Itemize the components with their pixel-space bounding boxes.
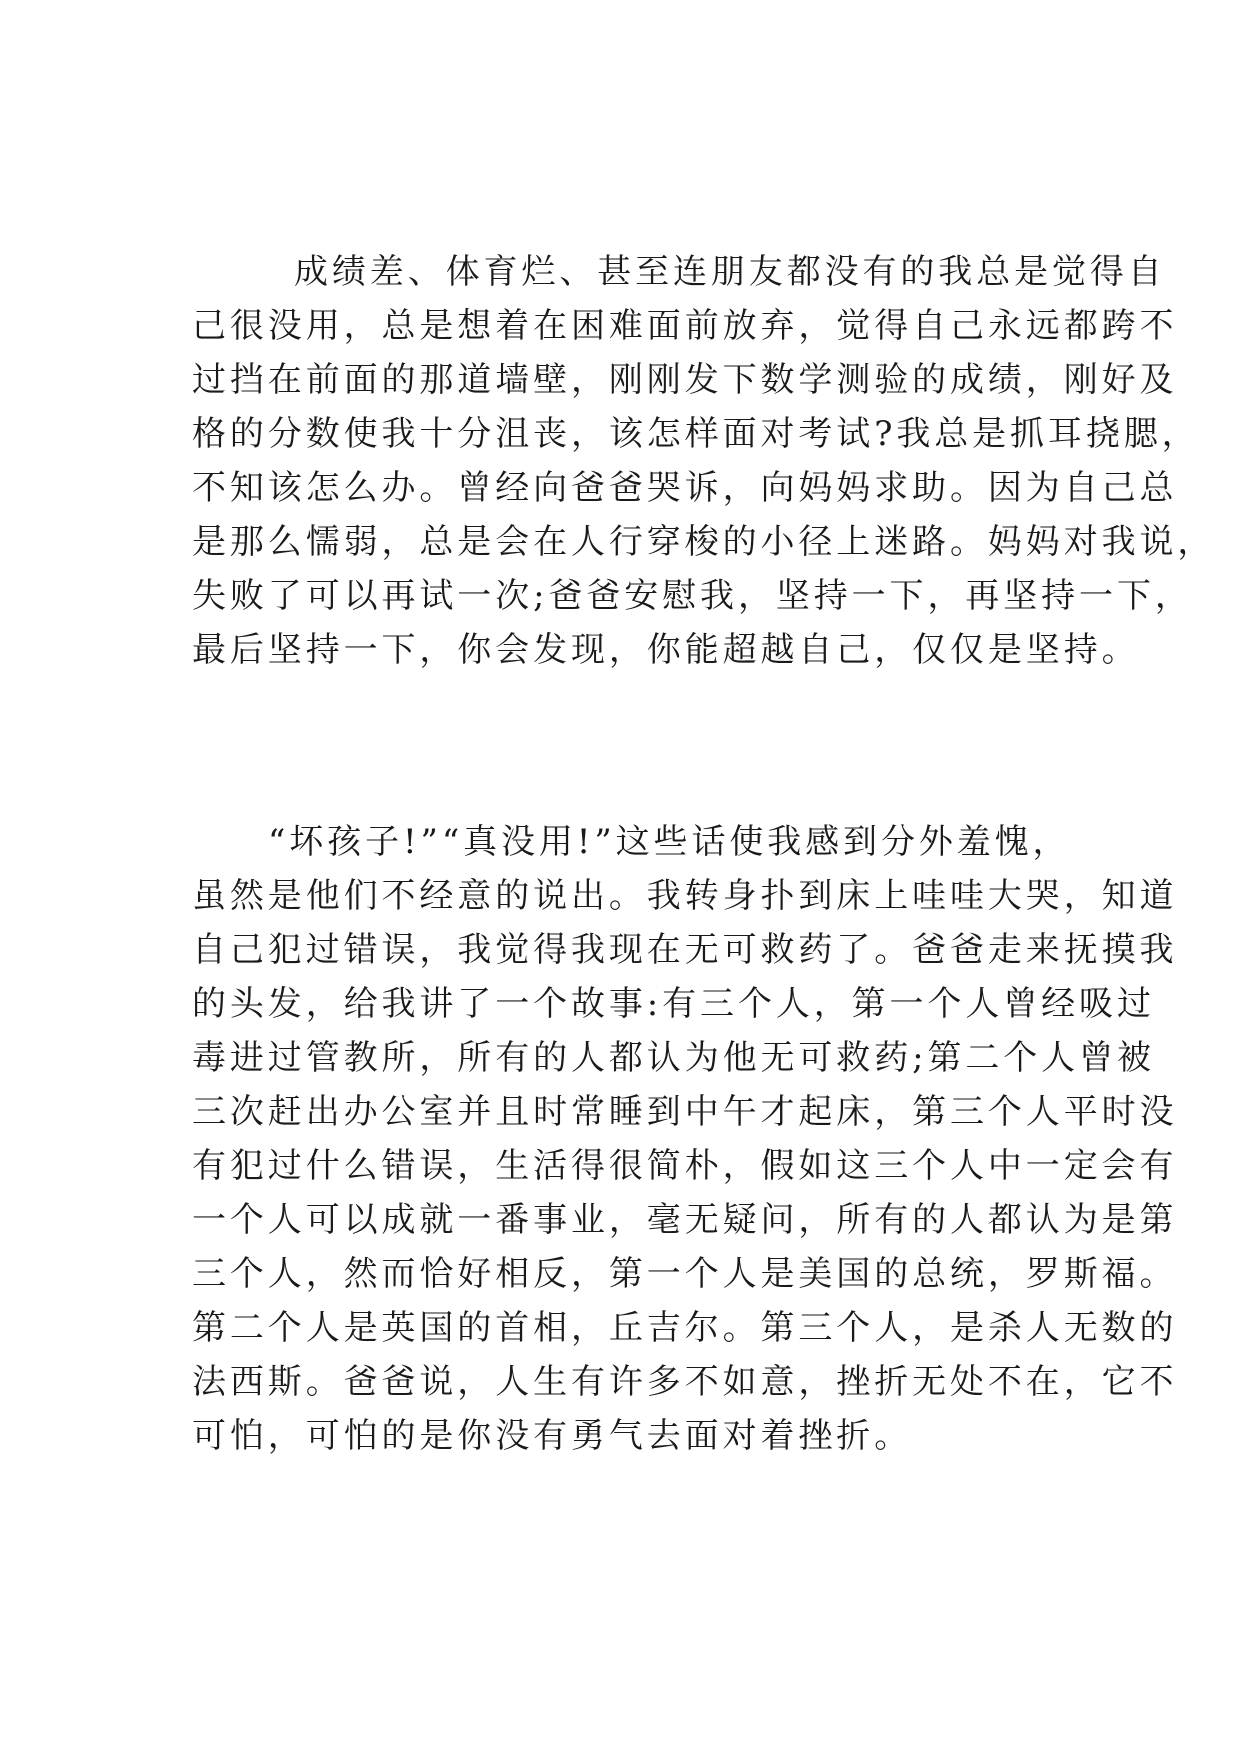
- text-line: 己很没用，总是想着在困难面前放弃，觉得自己永远都跨不: [192, 306, 1178, 346]
- text-line: 一个人可以成就一番事业，毫无疑问，所有的人都认为是第: [192, 1200, 1178, 1240]
- text-line: 的头发，给我讲了一个故事:有三个人，第一个人曾经吸过: [192, 984, 1155, 1024]
- text-line: 过挡在前面的那道墙壁，刚刚发下数学测验的成绩，刚好及: [192, 360, 1178, 400]
- text-line: 虽然是他们不经意的说出。我转身扑到床上哇哇大哭，知道: [192, 876, 1178, 916]
- text-line: 自己犯过错误，我觉得我现在无可救药了。爸爸走来抚摸我: [192, 930, 1178, 970]
- text-line: 三次赶出办公室并且时常睡到中午才起床，第三个人平时没: [192, 1092, 1178, 1132]
- text-line: 三个人，然而恰好相反，第一个人是美国的总统，罗斯福。: [192, 1254, 1178, 1294]
- text-line: 不知该怎么办。曾经向爸爸哭诉，向妈妈求助。因为自己总: [192, 468, 1178, 508]
- text-line: 成绩差、体育烂、甚至连朋友都没有的我总是觉得自: [294, 252, 1166, 292]
- text-line: 有犯过什么错误，生活得很简朴，假如这三个人中一定会有: [192, 1146, 1178, 1186]
- text-line: 格的分数使我十分沮丧，该怎样面对考试?我总是抓耳挠腮，: [192, 414, 1200, 454]
- text-line: “坏孩子!”“真没用!”这些话使我感到分外羞愧，: [268, 822, 1071, 862]
- text-line: 可怕，可怕的是你没有勇气去面对着挫折。: [192, 1416, 913, 1456]
- text-line: 最后坚持一下，你会发现，你能超越自己，仅仅是坚持。: [192, 630, 1140, 670]
- text-line: 毒进过管教所，所有的人都认为他无可救药;第二个人曾被: [192, 1038, 1155, 1078]
- text-line: 法西斯。爸爸说，人生有许多不如意，挫折无处不在，它不: [192, 1362, 1178, 1402]
- text-line: 第二个人是英国的首相，丘吉尔。第三个人，是杀人无数的: [192, 1308, 1178, 1348]
- text-line: 是那么懦弱，总是会在人行穿梭的小径上迷路。妈妈对我说，: [192, 522, 1216, 562]
- text-line: 失败了可以再试一次;爸爸安慰我，坚持一下，再坚持一下，: [192, 576, 1193, 616]
